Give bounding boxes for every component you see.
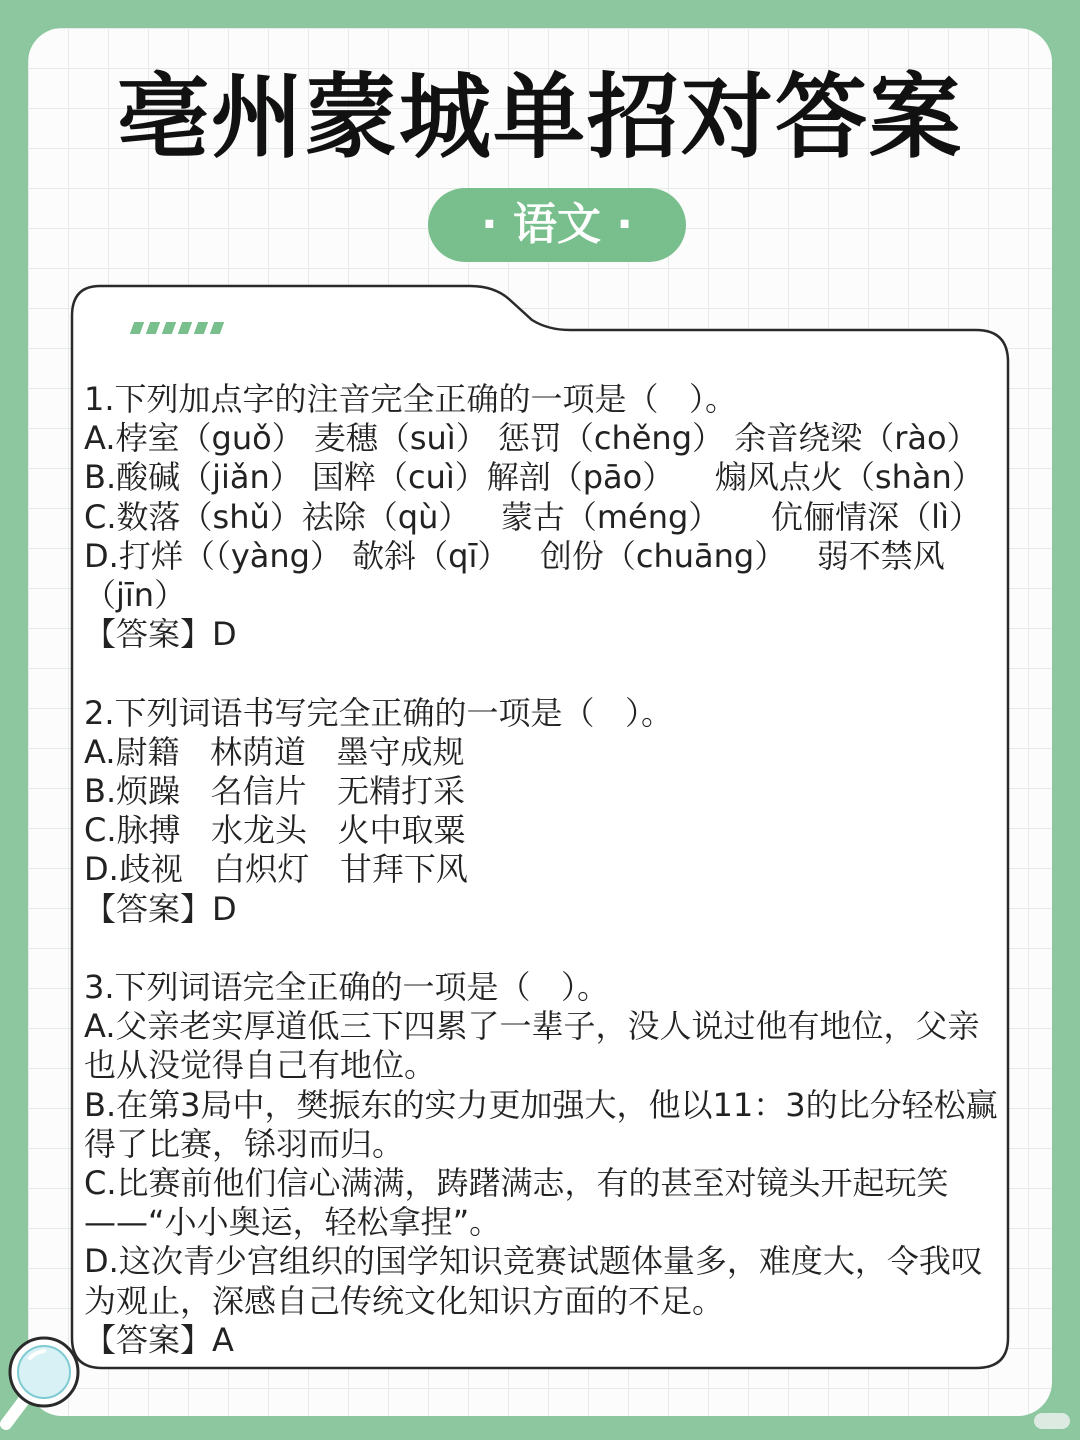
option-line: （jīn） [84, 576, 187, 615]
question-line: 3.下列词语完全正确的一项是（ ）。 [84, 968, 610, 1007]
question-3 [84, 968, 1014, 1360]
watermark-logo [1034, 1413, 1070, 1429]
question-line: 2.下列词语书写完全正确的一项是（ ）。 [84, 693, 674, 732]
option-line: ——“小小奥运，轻松拿捏”。 [84, 1203, 502, 1242]
option-line: D.这次青少宫组织的国学知识竞赛试题体量多，难度大，令我叹 [84, 1242, 983, 1281]
option-line: A.父亲老实厚道低三下四累了一辈子，没人说过他有地位，父亲 [84, 1007, 980, 1046]
option-line: C.比赛前他们信心满满，踌躇满志，有的甚至对镜头开起玩笑 [84, 1164, 949, 1203]
option-line: D.歧视 白炽灯 甘拜下风 [84, 850, 468, 889]
subject-badge: · 语文 · [428, 188, 686, 262]
page-title: 亳州蒙城单招对答案 [116, 64, 963, 171]
option-line: D.打烊（（yàng） 欹斜（qī） 创份（chuāng） 弱不禁风 [84, 536, 945, 575]
option-line: C.脉搏 水龙头 火中取粟 [84, 811, 466, 850]
answer-line: 【答案】A [84, 1320, 234, 1359]
option-line: A.尉籍 林荫道 墨守成规 [84, 732, 465, 771]
answer-line: 【答案】D [84, 889, 237, 928]
dash-marks-icon [132, 322, 222, 336]
option-line: 为观止，深感自己传统文化知识方面的不足。 [84, 1281, 725, 1320]
option-line: B.在第3局中，樊振东的实力更加强大，他以11：3的比分轻松赢 [84, 1085, 998, 1124]
option-line: 得了比赛，铩羽而归。 [84, 1124, 405, 1163]
question-list [84, 380, 1014, 1360]
answer-line: 【答案】D [84, 615, 237, 654]
question-1 [84, 380, 1014, 654]
magnifier-icon [0, 1332, 92, 1432]
option-line: B.烦躁 名信片 无精打采 [84, 772, 466, 811]
spacer [84, 929, 1014, 968]
option-line: B.酸碱（jiǎn） 国粹（cuì）解剖（pāo） 煽风点火（shàn） [84, 458, 984, 497]
option-line: 也从没觉得自己有地位。 [84, 1046, 437, 1085]
option-line: A.桲室（guǒ） 麦穗（suì） 惩罚（chěng） 余音绕梁（rào） [84, 419, 979, 458]
question-line: 1.下列加点字的注音完全正确的一项是（ ）。 [84, 380, 738, 418]
question-2 [84, 694, 1014, 929]
spacer [84, 654, 1014, 693]
option-line: C.数落（shǔ）祛除（qù） 蒙古（méng） 伉俪情深（lì） [84, 497, 981, 536]
